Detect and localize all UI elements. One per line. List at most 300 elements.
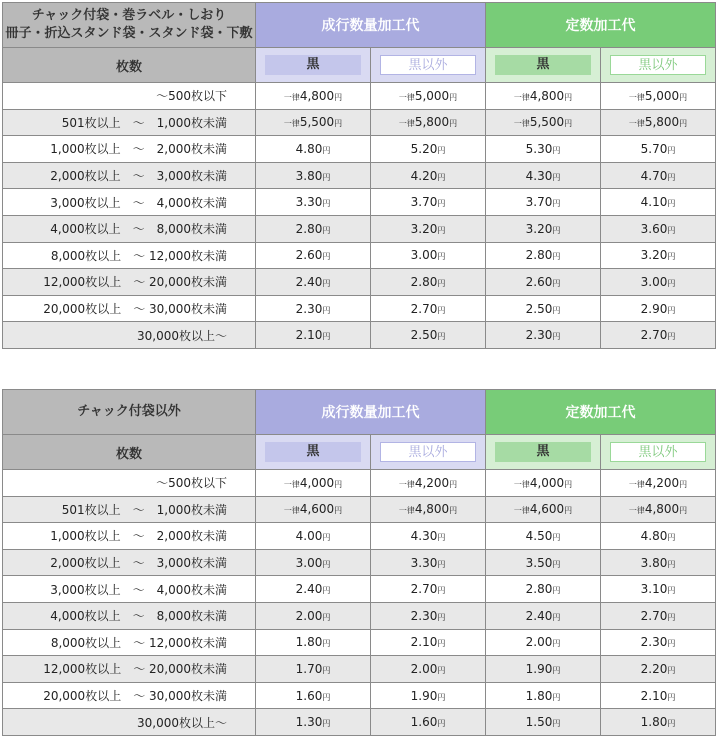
yen-unit: 円 [322,278,331,288]
yen-unit: 円 [322,225,331,235]
non-black-chip: 黒以外 [610,442,706,462]
yen-unit: 円 [437,305,446,315]
price-value: 4,000 [299,475,335,490]
quantity-range: 1,000枚以上 ～ 2,000枚未満 [3,523,256,550]
price-value: 2.30 [640,635,668,650]
price-value: 3.50 [525,555,553,570]
quantity-range: ～500枚以下 [3,470,256,497]
price-cell [601,549,716,576]
non-black-chip: 黒以外 [610,55,706,75]
price-value: 1.60 [410,715,438,730]
yen-unit: 円 [667,145,676,155]
price-cell [371,523,486,550]
price-cell [256,215,371,242]
price-cell [601,109,716,136]
yen-unit: 円 [322,332,331,342]
price-cell [256,549,371,576]
yen-unit: 円 [449,92,458,102]
yen-unit: 円 [552,145,561,155]
price-value: 4,600 [299,502,335,517]
price-value: 4,600 [529,502,565,517]
yen-unit: 円 [437,586,446,596]
yen-unit: 円 [322,692,331,702]
price-value: 2.50 [410,328,438,343]
price-table-other-bags [2,389,716,736]
yen-unit: 円 [437,719,446,729]
price-value: 4,200 [644,475,680,490]
price-cell [371,322,486,349]
flat-rate-prefix: 一律 [513,92,530,102]
table-row [3,682,716,709]
yen-unit: 円 [552,719,561,729]
yen-unit: 円 [437,612,446,622]
table-row [3,629,716,656]
price-cell [256,602,371,629]
price-value: 5,000 [644,88,680,103]
price-cell [371,162,486,189]
yen-unit: 円 [437,199,446,209]
yen-unit: 円 [679,119,688,129]
sub-header-row [3,48,716,83]
price-cell [486,602,601,629]
yen-unit: 円 [322,612,331,622]
price-value: 4.20 [410,168,438,183]
price-cell [256,136,371,163]
yen-unit: 円 [679,92,688,102]
flat-rate-prefix: 一律 [513,479,530,489]
yen-unit: 円 [322,559,331,569]
price-cell [486,189,601,216]
table-row [3,709,716,736]
yen-unit: 円 [667,172,676,182]
price-cell [256,470,371,497]
price-value: 3.80 [295,168,323,183]
table-row [3,576,716,603]
table-row [3,470,716,497]
yen-unit: 円 [667,199,676,209]
price-value: 5,500 [529,115,565,130]
sub-header-row [3,435,716,470]
table-row [3,549,716,576]
table-row [3,602,716,629]
black-chip: 黒 [265,442,361,462]
table-row [3,136,716,163]
price-value: 1.80 [525,688,553,703]
flat-rate-prefix: 一律 [398,506,415,516]
price-value: 2.70 [410,582,438,597]
price-cell [601,682,716,709]
price-cell [486,656,601,683]
price-value: 3.00 [640,274,668,289]
black-chip: 黒 [265,55,361,75]
quantity-range: 12,000枚以上 ～ 20,000枚未満 [3,269,256,296]
yen-unit: 円 [334,479,343,489]
price-cell [601,629,716,656]
flat-rate-prefix: 一律 [283,92,300,102]
yen-unit: 円 [552,172,561,182]
yen-unit: 円 [437,332,446,342]
group-header-variable-quantity: 成行数量加工代 [256,3,486,48]
price-value: 2.10 [410,635,438,650]
product-category-label: チャック付袋以外 [3,390,256,435]
price-value: 2.70 [640,608,668,623]
table-row [3,295,716,322]
price-cell [256,109,371,136]
table-row [3,656,716,683]
quantity-range: 30,000枚以上～ [3,322,256,349]
yen-unit: 円 [552,586,561,596]
yen-unit: 円 [449,479,458,489]
price-cell [486,242,601,269]
price-value: 1.80 [295,635,323,650]
quantity-range: 501枚以上 ～ 1,000枚未満 [3,496,256,523]
yen-unit: 円 [564,506,573,516]
price-value: 2.40 [295,582,323,597]
price-value: 2.80 [525,248,553,263]
price-value: 1.50 [525,715,553,730]
price-value: 2.30 [525,328,553,343]
yen-unit: 円 [552,692,561,702]
price-cell [601,523,716,550]
price-value: 2.80 [410,274,438,289]
yen-unit: 円 [437,532,446,542]
yen-unit: 円 [437,252,446,262]
yen-unit: 円 [552,252,561,262]
yen-unit: 円 [679,479,688,489]
table-row [3,269,716,296]
price-value: 2.60 [295,248,323,263]
price-value: 1.60 [295,688,323,703]
price-value: 4.10 [640,195,668,210]
price-cell [601,83,716,110]
yen-unit: 円 [437,278,446,288]
price-value: 5,000 [414,88,450,103]
table-row [3,322,716,349]
quantity-range: 20,000枚以上 ～ 30,000枚未満 [3,682,256,709]
price-cell [486,269,601,296]
yen-unit: 円 [552,332,561,342]
yen-unit: 円 [437,639,446,649]
group-header-row [3,390,716,435]
quantity-header: 枚数 [3,435,256,470]
price-cell [601,189,716,216]
yen-unit: 円 [552,305,561,315]
table-row [3,523,716,550]
price-cell [371,295,486,322]
price-value: 3.70 [525,195,553,210]
price-cell [256,295,371,322]
price-value: 2.20 [640,661,668,676]
yen-unit: 円 [564,92,573,102]
price-value: 4,800 [299,88,335,103]
yen-unit: 円 [322,719,331,729]
price-cell [486,136,601,163]
price-cell [371,682,486,709]
price-cell [486,523,601,550]
yen-unit: 円 [552,225,561,235]
price-value: 2.80 [295,221,323,236]
price-cell [256,242,371,269]
yen-unit: 円 [322,199,331,209]
yen-unit: 円 [322,145,331,155]
yen-unit: 円 [322,305,331,315]
price-cell [256,682,371,709]
price-cell [601,295,716,322]
flat-rate-prefix: 一律 [628,92,645,102]
price-value: 3.20 [410,221,438,236]
yen-unit: 円 [322,252,331,262]
quantity-range: 12,000枚以上 ～ 20,000枚未満 [3,656,256,683]
group-header-fixed-quantity: 定数加工代 [486,390,716,435]
yen-unit: 円 [322,665,331,675]
price-cell [601,215,716,242]
price-table-zipper-bags [2,2,716,349]
price-rows [3,470,716,736]
yen-unit: 円 [334,92,343,102]
quantity-range: 8,000枚以上 ～ 12,000枚未満 [3,629,256,656]
price-value: 5.30 [525,141,553,156]
price-value: 5,800 [644,115,680,130]
price-value: 2.70 [410,301,438,316]
price-cell [601,269,716,296]
price-value: 3.20 [525,221,553,236]
price-cell [256,656,371,683]
yen-unit: 円 [564,479,573,489]
yen-unit: 円 [334,119,343,129]
black-chip: 黒 [495,55,591,75]
price-value: 2.40 [295,274,323,289]
yen-unit: 円 [667,692,676,702]
quantity-range: 8,000枚以上 ～ 12,000枚未満 [3,242,256,269]
price-value: 2.10 [295,328,323,343]
price-value: 3.80 [640,555,668,570]
flat-rate-prefix: 一律 [513,506,530,516]
price-cell [601,136,716,163]
price-value: 4.30 [410,528,438,543]
price-cell [486,295,601,322]
price-cell [486,322,601,349]
price-value: 3.70 [410,195,438,210]
yen-unit: 円 [667,532,676,542]
table-row [3,83,716,110]
price-value: 3.10 [640,582,668,597]
price-cell [371,83,486,110]
price-value: 2.50 [525,301,553,316]
yen-unit: 円 [667,278,676,288]
quantity-range: 4,000枚以上 ～ 8,000枚未満 [3,602,256,629]
price-cell [486,709,601,736]
price-value: 1.90 [410,688,438,703]
quantity-range: 30,000枚以上～ [3,709,256,736]
price-value: 1.90 [525,661,553,676]
quantity-range: 2,000枚以上 ～ 3,000枚未満 [3,549,256,576]
price-value: 3.30 [410,555,438,570]
price-value: 4,200 [414,475,450,490]
yen-unit: 円 [667,305,676,315]
price-cell [371,242,486,269]
price-cell [601,576,716,603]
price-rows [3,83,716,349]
price-value: 2.30 [410,608,438,623]
table-row [3,242,716,269]
price-cell [601,242,716,269]
price-value: 2.10 [640,688,668,703]
group-header-fixed-quantity: 定数加工代 [486,3,716,48]
price-cell [601,496,716,523]
table-row [3,215,716,242]
product-category-label: チャック付袋・巻ラベル・しおり 冊子・折込スタンド袋・スタンド袋・下敷 [3,3,256,48]
price-value: 4.30 [525,168,553,183]
yen-unit: 円 [667,612,676,622]
price-cell [371,629,486,656]
price-cell [371,269,486,296]
price-cell [601,470,716,497]
yen-unit: 円 [437,559,446,569]
price-value: 4,800 [644,502,680,517]
group-header-variable-quantity: 成行数量加工代 [256,390,486,435]
price-cell [371,189,486,216]
table-row [3,189,716,216]
price-cell [256,496,371,523]
price-cell [486,162,601,189]
price-cell [486,629,601,656]
price-value: 5.70 [640,141,668,156]
price-value: 1.70 [295,661,323,676]
yen-unit: 円 [667,639,676,649]
yen-unit: 円 [552,665,561,675]
price-value: 2.30 [295,301,323,316]
quantity-range: 1,000枚以上 ～ 2,000枚未満 [3,136,256,163]
price-value: 4,800 [529,88,565,103]
group-header-row [3,3,716,48]
price-value: 2.80 [525,582,553,597]
flat-rate-prefix: 一律 [398,119,415,129]
price-cell [486,470,601,497]
price-cell [256,269,371,296]
quantity-range: 4,000枚以上 ～ 8,000枚未満 [3,215,256,242]
price-cell [601,322,716,349]
yen-unit: 円 [552,559,561,569]
flat-rate-prefix: 一律 [628,506,645,516]
price-value: 5,500 [299,115,335,130]
price-value: 3.00 [410,248,438,263]
yen-unit: 円 [552,278,561,288]
yen-unit: 円 [679,506,688,516]
yen-unit: 円 [322,639,331,649]
price-cell [601,656,716,683]
price-cell [371,549,486,576]
price-cell [256,162,371,189]
price-cell [486,83,601,110]
quantity-range: 501枚以上 ～ 1,000枚未満 [3,109,256,136]
yen-unit: 円 [667,332,676,342]
yen-unit: 円 [322,532,331,542]
price-value: 2.00 [410,661,438,676]
flat-rate-prefix: 一律 [283,119,300,129]
non-black-chip: 黒以外 [380,442,476,462]
price-value: 3.00 [295,555,323,570]
flat-rate-prefix: 一律 [628,119,645,129]
price-value: 4.70 [640,168,668,183]
price-value: 4.50 [525,528,553,543]
yen-unit: 円 [552,612,561,622]
quantity-range: 20,000枚以上 ～ 30,000枚未満 [3,295,256,322]
price-value: 4.80 [640,528,668,543]
price-value: 5.20 [410,141,438,156]
price-cell [486,682,601,709]
price-cell [256,709,371,736]
price-cell [371,496,486,523]
flat-rate-prefix: 一律 [628,479,645,489]
price-cell [256,576,371,603]
yen-unit: 円 [437,665,446,675]
yen-unit: 円 [334,506,343,516]
price-value: 2.60 [525,274,553,289]
yen-unit: 円 [437,692,446,702]
yen-unit: 円 [667,665,676,675]
yen-unit: 円 [564,119,573,129]
price-value: 1.30 [295,715,323,730]
yen-unit: 円 [552,199,561,209]
flat-rate-prefix: 一律 [398,92,415,102]
price-value: 3.20 [640,248,668,263]
price-value: 2.00 [525,635,553,650]
price-value: 2.70 [640,328,668,343]
yen-unit: 円 [552,639,561,649]
price-cell [256,322,371,349]
table-row [3,109,716,136]
flat-rate-prefix: 一律 [513,119,530,129]
price-cell [371,109,486,136]
price-value: 2.40 [525,608,553,623]
price-cell [371,602,486,629]
price-cell [256,629,371,656]
quantity-range: ～500枚以下 [3,83,256,110]
price-cell [256,83,371,110]
price-value: 3.60 [640,221,668,236]
yen-unit: 円 [667,719,676,729]
quantity-range: 2,000枚以上 ～ 3,000枚未満 [3,162,256,189]
quantity-range: 3,000枚以上 ～ 4,000枚未満 [3,576,256,603]
yen-unit: 円 [322,172,331,182]
price-value: 3.30 [295,195,323,210]
yen-unit: 円 [437,225,446,235]
table-row [3,162,716,189]
price-cell [486,496,601,523]
price-cell [486,576,601,603]
quantity-header: 枚数 [3,48,256,83]
yen-unit: 円 [552,532,561,542]
price-cell [601,709,716,736]
flat-rate-prefix: 一律 [398,479,415,489]
price-value: 4.80 [295,141,323,156]
price-cell [256,523,371,550]
price-cell [371,656,486,683]
price-value: 2.00 [295,608,323,623]
yen-unit: 円 [667,225,676,235]
price-value: 1.80 [640,715,668,730]
price-cell [371,136,486,163]
flat-rate-prefix: 一律 [283,506,300,516]
yen-unit: 円 [667,252,676,262]
yen-unit: 円 [449,119,458,129]
price-cell [371,215,486,242]
yen-unit: 円 [437,172,446,182]
flat-rate-prefix: 一律 [283,479,300,489]
price-value: 4.00 [295,528,323,543]
price-value: 2.90 [640,301,668,316]
non-black-chip: 黒以外 [380,55,476,75]
